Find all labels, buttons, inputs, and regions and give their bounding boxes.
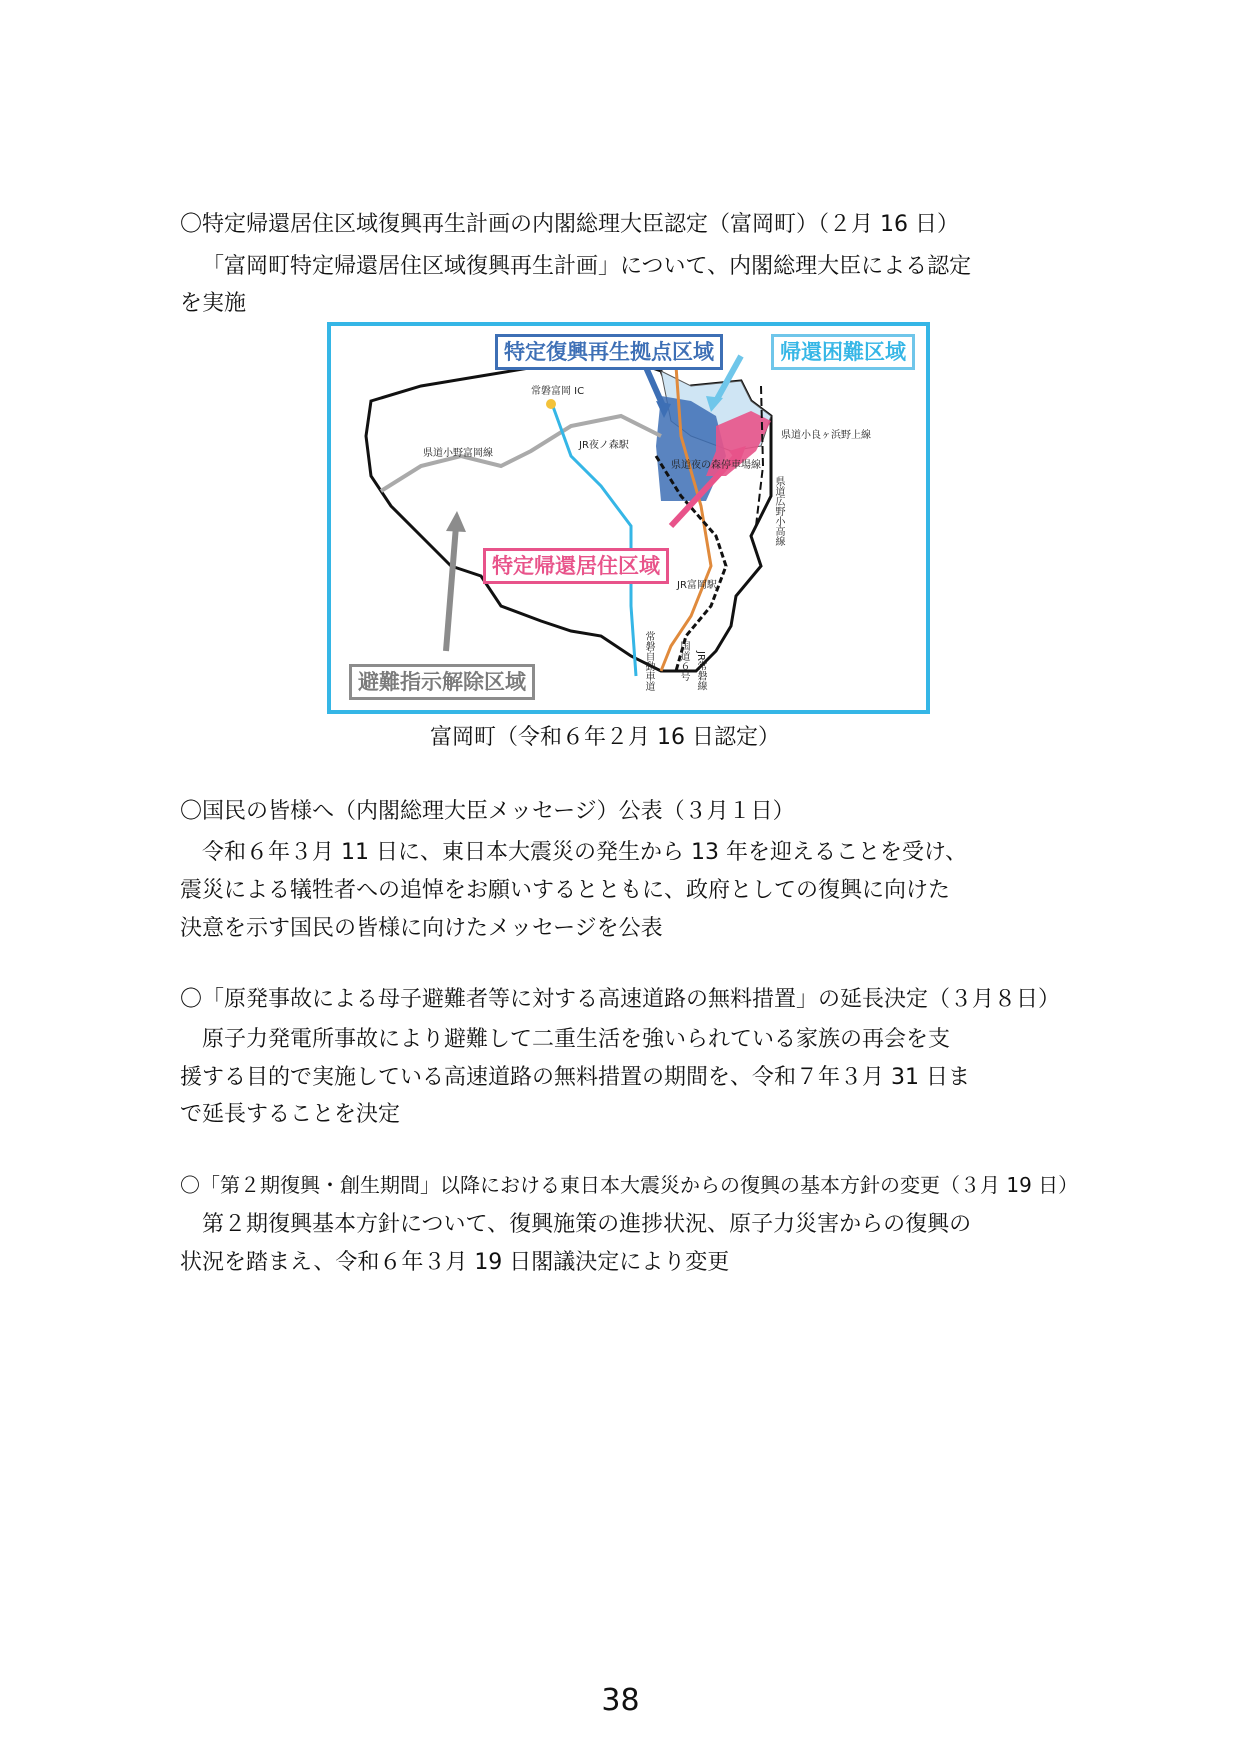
- section-1-heading: 〇特定帰還居住区域復興再生計画の内閣総理大臣認定（富岡町）（２月 16 日）: [180, 212, 959, 237]
- section-3-body-line-2: 援する目的で実施している高速道路の無料措置の期間を、令和７年３月 31 日ま: [180, 1065, 970, 1090]
- station-tomioka-label: JR富岡駅: [677, 580, 717, 591]
- route-obama-label: 県道小良ヶ浜野上線: [781, 430, 871, 441]
- section-4-body-line-1: 第２期復興基本方針について、復興施策の進捗状況、原子力災害からの復興の: [202, 1212, 972, 1237]
- section-3-body-line-1: 原子力発電所事故により避難して二重生活を強いられている家族の再会を支: [202, 1027, 951, 1052]
- route-ide-label: 県道夜の森停車場線: [671, 460, 761, 471]
- station-yonomori-label: JR夜ノ森駅: [579, 440, 629, 451]
- jr-line-label: JR常磐線: [695, 651, 706, 691]
- route-hirono-label: 県道広野小高線: [773, 476, 784, 546]
- section-4-heading: 〇「第２期復興・創生期間」以降における東日本大震災からの復興の基本方針の変更（３月 19 日）: [180, 1173, 1079, 1197]
- ic-label: 常磐富岡 IC: [531, 386, 585, 397]
- section-2-heading: 〇国民の皆様へ（内閣総理大臣メッセージ）公表（３月１日）: [180, 799, 795, 824]
- national-route-label: 国道６号: [678, 641, 689, 681]
- section-2-body-line-2: 震災による犠牲者への追悼をお願いするとともに、政府としての復興に向けた: [180, 878, 951, 903]
- difficult-zone-label: 帰還困難区域: [771, 334, 915, 370]
- section-3-heading: 〇「原発事故による母子避難者等に対する高速道路の無料措置」の延長決定（３月８日）: [180, 987, 1061, 1012]
- lifted-zone-arrowhead: [446, 511, 466, 532]
- tomioka-map-figure: [327, 322, 930, 714]
- lifted-zone-arrow: [446, 526, 456, 651]
- section-2-body-line-3: 決意を示す国民の皆様に向けたメッセージを公表: [180, 916, 663, 941]
- ic-marker: [546, 399, 556, 409]
- section-2-body-line-1: 令和６年３月 11 日に、東日本大震災の発生から 13 年を迎えることを受け、: [202, 840, 968, 865]
- tomioka-map: [331, 326, 926, 710]
- base-zone-label: 特定復興再生拠点区域: [495, 334, 723, 370]
- section-1-body-line-1: 「富岡町特定帰還居住区域復興再生計画」について、内閣総理大臣による認定: [202, 254, 972, 279]
- return-zone-label: 特定帰還居住区域: [483, 548, 669, 584]
- lifted-zone-label: 避難指示解除区域: [349, 664, 535, 700]
- section-1-body-line-2: を実施: [180, 291, 247, 316]
- route-onotomioka-label: 県道小野富岡線: [423, 448, 493, 459]
- page-number: 38: [601, 1683, 640, 1718]
- map-caption: 富岡町（令和６年２月 16 日認定）: [430, 725, 780, 750]
- section-3-body-line-3: で延長することを決定: [180, 1102, 401, 1127]
- expressway-label: 常磐自動車道: [643, 631, 654, 691]
- section-4-body-line-2: 状況を踏まえ、令和６年３月 19 日閣議決定により変更: [180, 1250, 730, 1275]
